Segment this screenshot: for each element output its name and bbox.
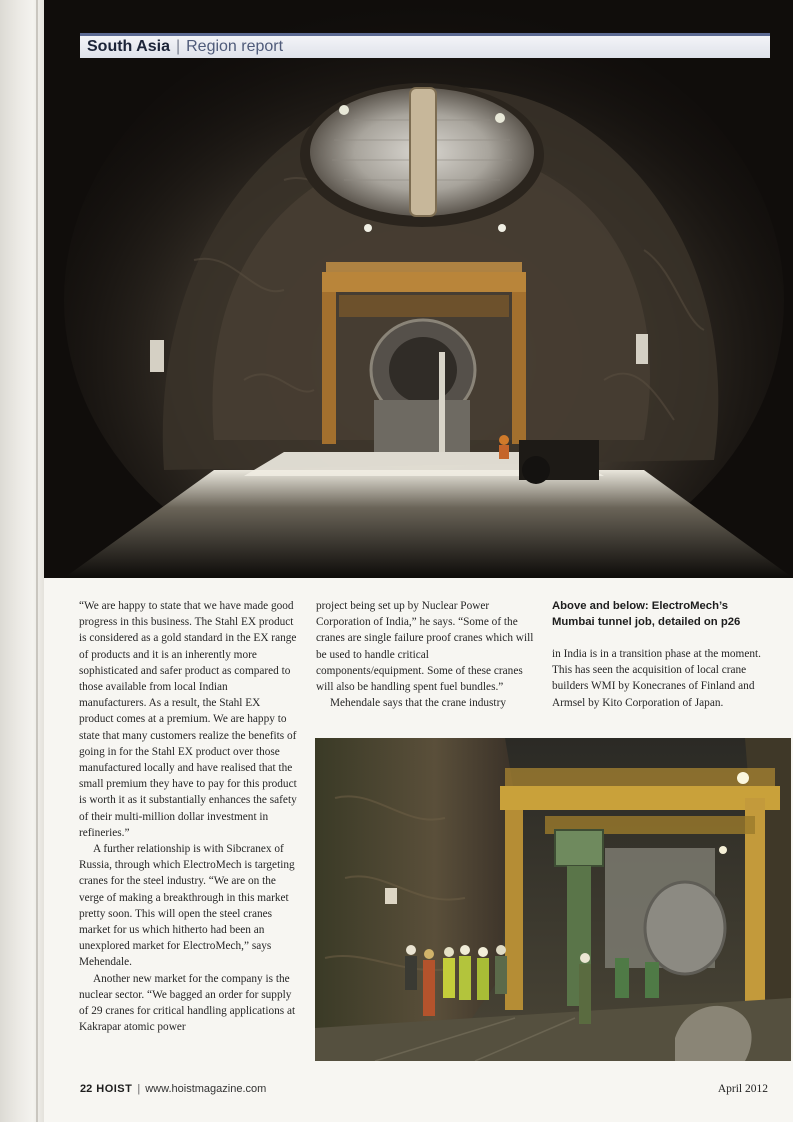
photo-caption: Above and below: ElectroMech’s Mumbai tunnel job, detailed on p26 bbox=[552, 600, 741, 629]
page-number: 22 bbox=[80, 1083, 93, 1095]
footer-separator: | bbox=[137, 1083, 141, 1095]
tunnel-crane-photo bbox=[315, 738, 791, 1061]
binding-edge bbox=[36, 0, 38, 1122]
article-column-1 bbox=[79, 598, 297, 1035]
article-paragraph: Another new market for the company is the nuclear sector. “We bagged an order for supply of 29 cranes for critical handling applications at Kakrapar atomic power bbox=[79, 972, 296, 1034]
article-paragraph: “We are happy to state that we have made good progress in this business. The Stahl EX product is considered as a gold standard in the EX range of products and it is an inherently more sophisticated and safer product as compared to those available from local Indian manufacturers. As a result, the Stahl EX product comes at a premium. We are happy to state that many customers realize the benefits of going in for the Stahl EX product over those manufactured locally and have realised that the small premium they have to pay for this product is worth it as it substantially enhances the safety of their multi-million dollar investment in refineries.” bbox=[79, 600, 297, 839]
article-column-2 bbox=[316, 598, 538, 711]
section-name: South Asia bbox=[87, 38, 170, 55]
section-separator: | bbox=[175, 38, 181, 55]
tunnel-shaft-crane-photo-icon bbox=[44, 0, 793, 578]
article-paragraph: A further relationship is with Sibcranex of Russia, through which ElectroMech is targeting cranes for the steel industry. “We are on the verge of making a breakthrough in this market pretty soon. This will open the steel cranes market for us which hitherto had been an unexplored market for ElectroMech,” says Mehendale. bbox=[79, 843, 295, 969]
magazine-name: HOIST bbox=[96, 1083, 133, 1095]
page-footer bbox=[80, 1081, 770, 1097]
tunnel-shaft-photo bbox=[44, 0, 793, 578]
section-subtitle: Region report bbox=[186, 38, 284, 55]
article-paragraph: Mehendale says that the crane industry bbox=[330, 697, 506, 710]
article-paragraph: in India is in a transition phase at the moment. This has seen the acquisition of local crane builders WMI by Konecranes of Finland and Armsel by Kito Corporation of Japan. bbox=[552, 648, 761, 709]
magazine-url: www.hoistmagazine.com bbox=[145, 1083, 267, 1095]
tunnel-crane-workers-photo-icon bbox=[315, 738, 791, 1061]
section-header bbox=[80, 33, 770, 58]
article-column-3 bbox=[552, 646, 772, 711]
issue-date: April 2012 bbox=[717, 1083, 768, 1095]
article-paragraph: project being set up by Nuclear Power Corporation of India,” he says. “Some of the cranes are single failure proof cranes which will be used to handle critical components/equipment. Some of these cranes will also be handling spent fuel bundles.” bbox=[316, 600, 534, 694]
